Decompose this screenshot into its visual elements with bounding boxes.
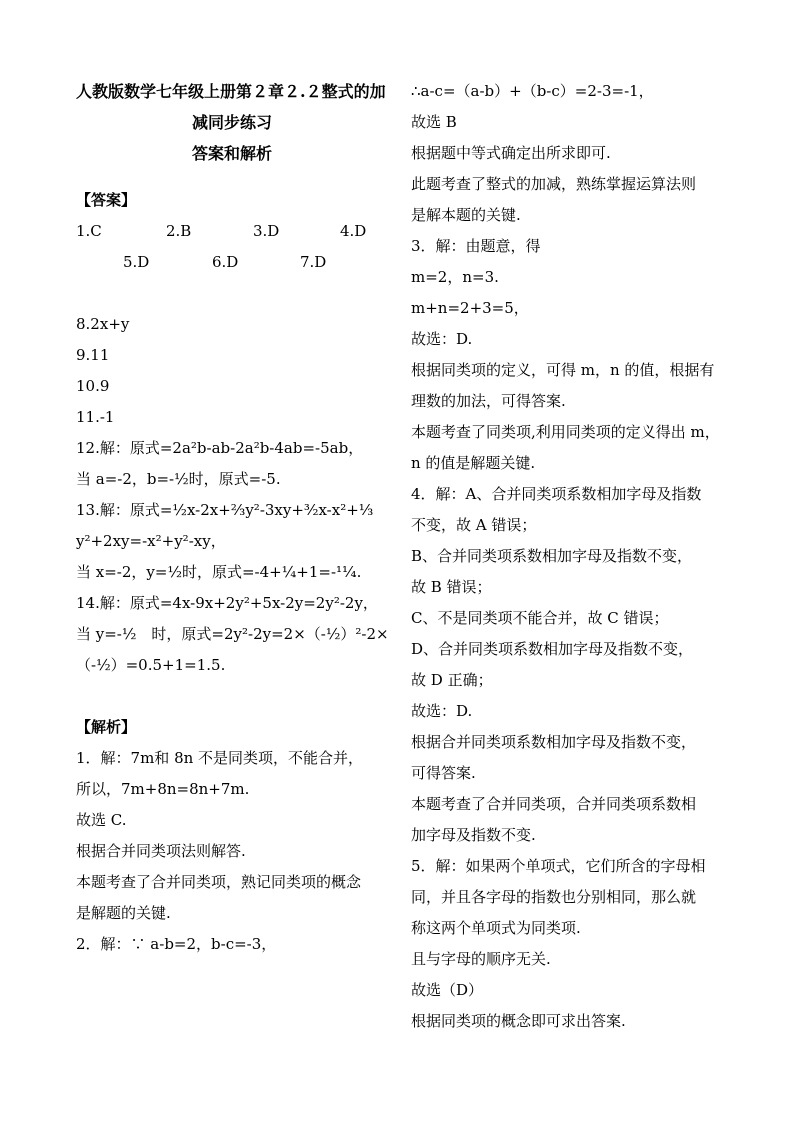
choice-answers-row-1 [76,216,388,247]
analysis-3-line: n 的值是解题关键. [411,454,536,472]
fill-answer: 8.2x+y [76,315,130,333]
analysis-2-line: 是解本题的关键. [411,206,521,224]
analysis-2-line: ∴a-c=（a-b）+（b-c）=2-3=-1， [411,82,654,100]
analysis-3-line: m=2，n=3. [411,268,499,286]
choice-answer: 6.D [212,253,239,271]
analysis-4-line: 可得答案. [411,764,476,782]
choice-answer: 2.B [166,222,192,240]
analysis-1-line: 故选 C. [76,811,127,829]
choice-answer: 5.D [123,253,150,271]
analysis-4-line: 故选：D. [411,702,473,720]
choice-answer: 4.D [340,222,367,240]
analysis-3-line: 本题考查了同类项,利用同类项的定义得出 m， [411,423,720,441]
solution-12-line: 12.解：原式=2a²b-ab-2a²b-4ab=-5ab， [76,439,364,457]
analysis-3-line: 理数的加法，可得答案. [411,392,566,410]
document-subtitle: 答案和解析 [191,144,272,163]
solution-12-line: 当 a=-2，b=-½时，原式=-5. [76,470,281,488]
solution-13-line: 当 x=-2，y=½时，原式=-4+¼+1=-¹¹⁄₄. [76,563,362,581]
analysis-4-line: D、合并同类项系数相加字母及指数不变， [411,640,694,658]
solution-13-line: y²+2xy=-x²+y²-xy， [76,532,226,550]
analysis-5-line: 且与字母的顺序无关. [411,950,551,968]
solution-13-line: 13.解：原式=½x-2x+⅔y²-3xy+³⁄₂x-x²+⅓ [76,501,374,519]
analysis-5-line: 故选（D） [411,981,484,999]
choice-answer: 3.D [253,222,280,240]
left-column [76,76,388,960]
solution-14-line: 14.解：原式=4x-9x+2y²+5x-2y=2y²-2y， [76,594,378,612]
analysis-2-line: 根据题中等式确定出所求即可. [411,144,611,162]
analysis-4-line: 故 D 正确； [411,671,493,689]
right-column [411,76,731,1037]
choice-answer: 7.D [300,253,327,271]
analysis-5-line: 同，并且各字母的指数也分别相同，那么就 [411,888,697,906]
fill-answer: 9.11 [76,346,110,364]
analysis-3-line: 3．解：由题意，得 [411,237,541,255]
analysis-1-line: 本题考查了合并同类项，熟记同类项的概念 [76,873,362,891]
analysis-5-line: 称这两个单项式为同类项. [411,919,581,937]
analysis-2-line: 故选 B [411,113,457,131]
analysis-2-line: 此题考查了整式的加减，熟练掌握运算法则 [411,175,697,193]
solution-14-line: 当 y=-½ 时，原式=2y²-2y=2×（-½）²-2× [76,625,389,643]
analysis-4-line: 本题考查了合并同类项，合并同类项系数相 [411,795,697,813]
choice-answers-row-2 [76,247,388,278]
analysis-5-line: 5．解：如果两个单项式，它们所含的字母相 [411,857,706,875]
answers-header: 【答案】 [76,191,137,209]
analysis-3-line: m+n=2+3=5， [411,299,529,317]
analysis-4-line: C、不是同类项不能合并，故 C 错误； [411,609,669,627]
analysis-2-line: 2．解：∵ a-b=2，b-c=-3， [76,935,277,953]
analysis-3-line: 根据同类项的定义，可得 m，n 的值，根据有 [411,361,715,379]
analysis-4-line: 4．解：A、合并同类项系数相加字母及指数 [411,485,702,503]
analysis-1-line: 是解题的关键. [76,904,171,922]
analysis-header: 【解析】 [76,718,137,736]
analysis-1-line: 1．解：7m和 8n 不是同类项，不能合并， [76,749,364,767]
choice-answer: 1.C [76,222,102,240]
analysis-4-line: 加字母及指数不变. [411,826,536,844]
analysis-4-line: 故 B 错误； [411,578,492,596]
analysis-4-line: 根据合并同类项系数相加字母及指数不变， [411,733,697,751]
document-title-line1: 人教版数学七年级上册第２章２.２整式的加 [76,82,386,101]
analysis-3-line: 故选：D. [411,330,473,348]
analysis-4-line: B、合并同类项系数相加字母及指数不变， [411,547,693,565]
analysis-4-line: 不变，故 A 错误； [411,516,537,534]
document-title-line2: 减同步练习 [191,113,272,132]
fill-answer: 10.9 [76,377,110,395]
fill-answer: 11.-1 [76,408,115,426]
analysis-1-line: 所以，7m+8n=8n+7m. [76,780,250,798]
analysis-1-line: 根据合并同类项法则解答. [76,842,246,860]
solution-14-line: （-½）=0.5+1=1.5. [76,656,226,674]
analysis-5-line: 根据同类项的概念即可求出答案. [411,1012,626,1030]
